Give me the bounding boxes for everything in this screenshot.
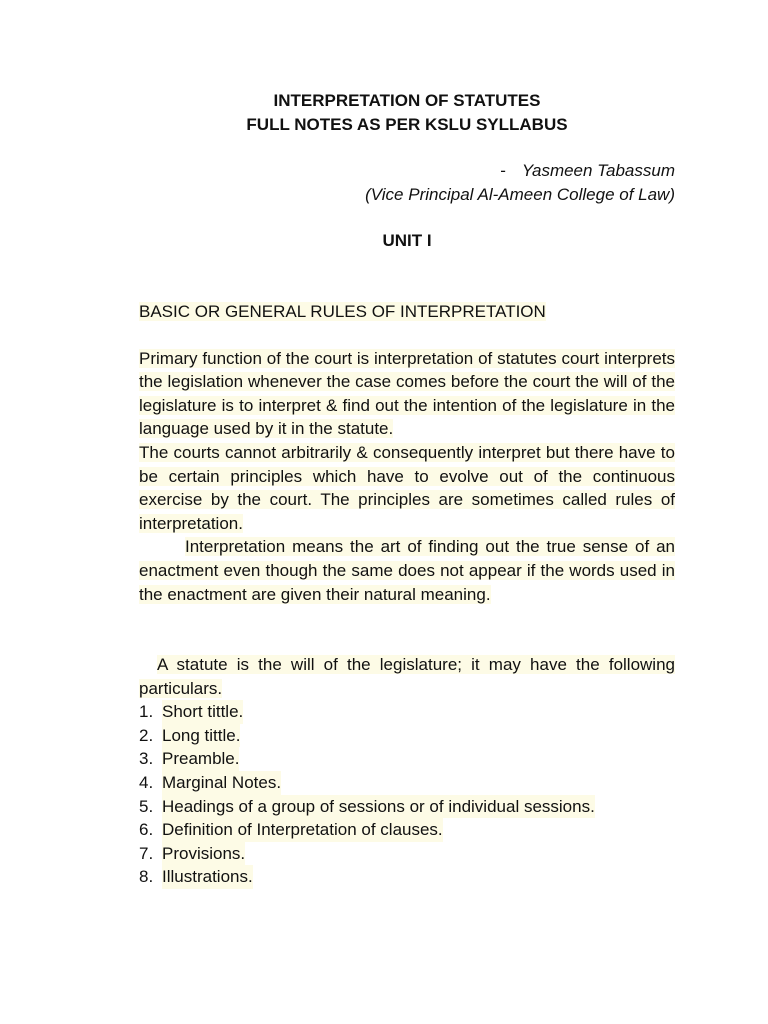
list-item-number: 4. (139, 773, 154, 793)
document-title (139, 89, 675, 136)
statute-intro-text: A statute is the will of the legislature; it may have the following particulars. (139, 655, 675, 698)
list-item-number: 3. (139, 749, 154, 769)
title-line-2: FULL NOTES AS PER KSLU SYLLABUS (246, 114, 568, 134)
paragraph-2-text: The courts cannot arbitrarily & consequently interpret but there have to be certain principles which have to evolve out of the continuous exercise by the court. The principles are sometimes called rules of interpretation. (139, 442, 675, 533)
list-item-text: Short tittle. (162, 700, 243, 724)
paragraph-1 (139, 347, 675, 441)
title-line-1: INTERPRETATION OF STATUTES (273, 91, 541, 110)
list-item (139, 865, 675, 889)
author-block (139, 159, 675, 206)
document-body (139, 89, 675, 889)
statute-intro (139, 653, 675, 700)
paragraph-2 (139, 441, 675, 535)
list-item-text: Definition of Interpretation of clauses. (162, 818, 443, 842)
list-item-text: Preamble. (162, 747, 239, 771)
paragraph-3 (139, 535, 675, 606)
list-item-text: Marginal Notes. (162, 771, 281, 795)
list-item (139, 842, 675, 866)
list-item-text: Long tittle. (162, 724, 240, 748)
list-item-number: 8. (139, 867, 154, 887)
list-item-number: 2. (139, 725, 154, 745)
author-name-line (139, 159, 675, 183)
author-dash: - (500, 161, 506, 181)
list-item-number: 5. (139, 796, 154, 816)
particulars-list (139, 700, 675, 889)
list-item (139, 771, 675, 795)
list-item (139, 795, 675, 819)
list-item-number: 1. (139, 702, 154, 722)
section-heading-text: BASIC OR GENERAL RULES OF INTERPRETATION (139, 301, 546, 321)
list-item-text: Headings of a group of sessions or of individual sessions. (162, 795, 595, 819)
list-item (139, 724, 675, 748)
list-item (139, 700, 675, 724)
paragraph-1-text: Primary function of the court is interpretation of statutes court interprets the legislation whenever the case comes before the court the will of the legislature is to interpret & find out the intention of the legislature in the language used by it in the statute. (139, 348, 675, 439)
section-heading (139, 300, 675, 324)
list-item-number: 6. (139, 820, 154, 840)
list-item (139, 747, 675, 771)
list-item-text: Provisions. (162, 842, 245, 866)
unit-heading: UNIT I (382, 231, 432, 251)
author-role: (Vice Principal Al-Ameen College of Law) (365, 184, 675, 204)
list-item (139, 818, 675, 842)
list-item-text: Illustrations. (162, 865, 253, 889)
list-item-number: 7. (139, 843, 154, 863)
paragraph-3-text: Interpretation means the art of finding out the true sense of an enactment even though the same does not appear if the words used in the enactment are given their natural meaning. (139, 537, 675, 604)
author-name: Yasmeen Tabassum (521, 161, 675, 181)
